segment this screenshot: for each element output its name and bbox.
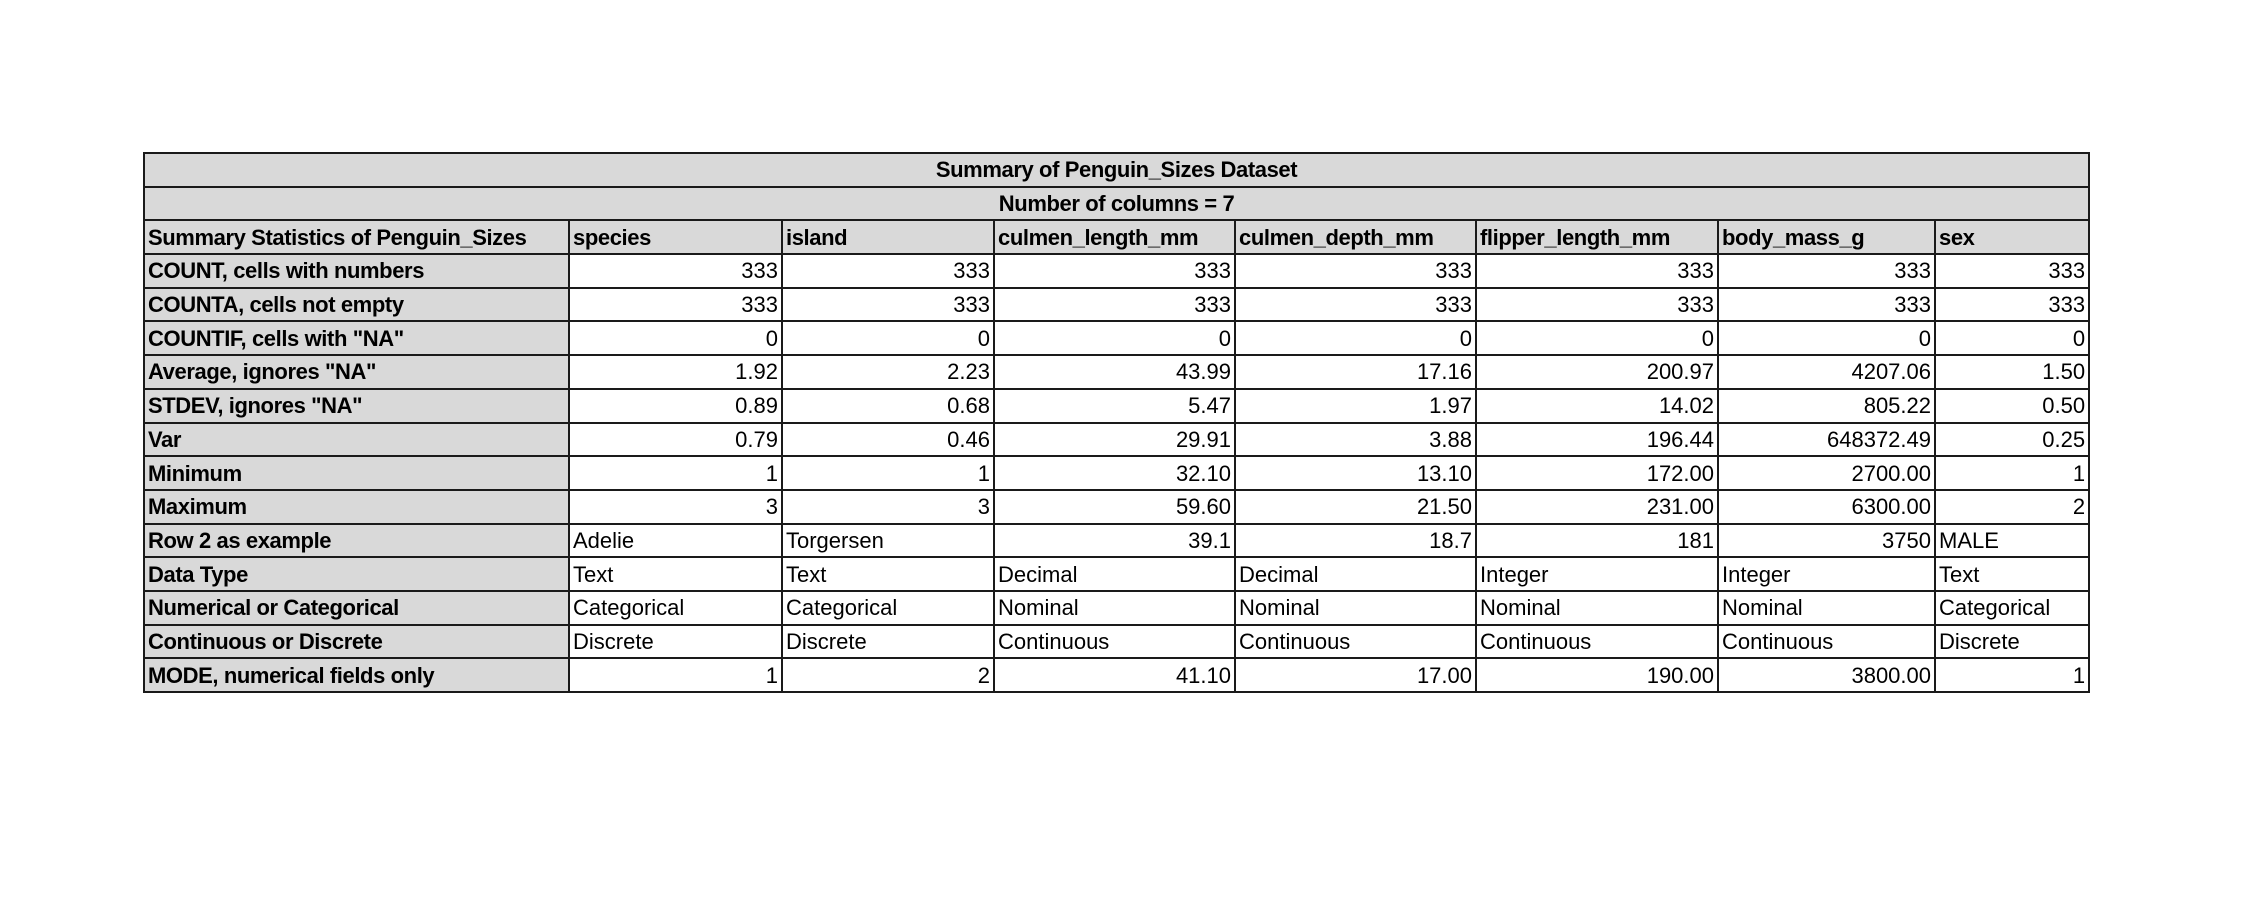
cell-island[interactable]: 0 [782,321,994,355]
column-header-culmen-depth[interactable]: culmen_depth_mm [1235,220,1476,254]
cell-culmen-length[interactable]: Decimal [994,557,1235,591]
row-label[interactable]: Data Type [144,557,569,591]
cell-island[interactable]: 2 [782,658,994,692]
cell-flipper-length[interactable]: Integer [1476,557,1718,591]
row-label[interactable]: Numerical or Categorical [144,591,569,625]
cell-island[interactable]: 1 [782,456,994,490]
row-label[interactable]: COUNTIF, cells with "NA" [144,321,569,355]
cell-sex[interactable]: Text [1935,557,2089,591]
table-row [144,490,2089,524]
cell-island[interactable]: Text [782,557,994,591]
cell-flipper-length[interactable]: 196.44 [1476,423,1718,457]
column-header-culmen-length[interactable]: culmen_length_mm [994,220,1235,254]
cell-species[interactable]: 1.92 [569,355,782,389]
cell-body-mass[interactable]: 0 [1718,321,1935,355]
cell-species[interactable]: 0.89 [569,389,782,423]
table-row [144,355,2089,389]
cell-sex[interactable]: 1 [1935,658,2089,692]
cell-sex[interactable]: 333 [1935,288,2089,322]
cell-body-mass[interactable]: 2700.00 [1718,456,1935,490]
cell-culmen-length[interactable]: 5.47 [994,389,1235,423]
table-subtitle[interactable]: Number of columns = 7 [144,187,2089,221]
cell-culmen-depth[interactable]: 333 [1235,254,1476,288]
column-header-row [144,220,2089,254]
cell-sex[interactable]: 0 [1935,321,2089,355]
row-label[interactable]: Maximum [144,490,569,524]
cell-species[interactable]: 1 [569,456,782,490]
cell-species[interactable]: 0 [569,321,782,355]
cell-island[interactable]: 0.46 [782,423,994,457]
cell-culmen-depth[interactable]: 21.50 [1235,490,1476,524]
penguin-summary-table [143,152,2090,693]
column-header-flipper-length[interactable]: flipper_length_mm [1476,220,1718,254]
table-row [144,389,2089,423]
row-label[interactable]: COUNTA, cells not empty [144,288,569,322]
cell-culmen-depth[interactable]: Decimal [1235,557,1476,591]
cell-culmen-depth[interactable]: 17.00 [1235,658,1476,692]
cell-culmen-length[interactable]: 43.99 [994,355,1235,389]
cell-species[interactable]: 333 [569,288,782,322]
table-row [144,254,2089,288]
cell-species[interactable]: Categorical [569,591,782,625]
cell-species[interactable]: 3 [569,490,782,524]
cell-sex[interactable]: 0.25 [1935,423,2089,457]
cell-species[interactable]: Discrete [569,625,782,659]
cell-culmen-length[interactable]: 0 [994,321,1235,355]
cell-species[interactable]: Text [569,557,782,591]
cell-flipper-length[interactable]: 181 [1476,524,1718,558]
column-header-island[interactable]: island [782,220,994,254]
table-row [144,456,2089,490]
cell-body-mass[interactable]: 648372.49 [1718,423,1935,457]
cell-species[interactable]: 333 [569,254,782,288]
cell-species[interactable]: Adelie [569,524,782,558]
cell-island[interactable]: 3 [782,490,994,524]
row-label[interactable]: COUNT, cells with numbers [144,254,569,288]
cell-body-mass[interactable]: Nominal [1718,591,1935,625]
row-label[interactable]: MODE, numerical fields only [144,658,569,692]
cell-culmen-length[interactable]: 39.1 [994,524,1235,558]
table-title[interactable]: Summary of Penguin_Sizes Dataset [144,153,2089,187]
cell-island[interactable]: 2.23 [782,355,994,389]
cell-body-mass[interactable]: 333 [1718,288,1935,322]
column-header-species[interactable]: species [569,220,782,254]
cell-island[interactable]: 333 [782,254,994,288]
row-label[interactable]: Continuous or Discrete [144,625,569,659]
cell-species[interactable]: 0.79 [569,423,782,457]
table-row [144,557,2089,591]
subtitle-row [144,187,2089,221]
cell-flipper-length[interactable]: 0 [1476,321,1718,355]
cell-culmen-length[interactable]: 333 [994,288,1235,322]
cell-island[interactable]: Categorical [782,591,994,625]
row-label[interactable]: STDEV, ignores "NA" [144,389,569,423]
cell-flipper-length[interactable]: 333 [1476,254,1718,288]
cell-body-mass[interactable]: Continuous [1718,625,1935,659]
column-header-body-mass[interactable]: body_mass_g [1718,220,1935,254]
title-row [144,153,2089,187]
cell-island[interactable]: 333 [782,288,994,322]
cell-species[interactable]: 1 [569,658,782,692]
cell-flipper-length[interactable]: 200.97 [1476,355,1718,389]
cell-flipper-length[interactable]: Continuous [1476,625,1718,659]
cell-culmen-length[interactable]: 32.10 [994,456,1235,490]
cell-culmen-depth[interactable]: Nominal [1235,591,1476,625]
cell-island[interactable]: Torgersen [782,524,994,558]
cell-culmen-length[interactable]: 29.91 [994,423,1235,457]
cell-culmen-depth[interactable]: 18.7 [1235,524,1476,558]
table-row [144,591,2089,625]
cell-culmen-depth[interactable]: 1.97 [1235,389,1476,423]
row-label[interactable]: Var [144,423,569,457]
cell-sex[interactable]: 333 [1935,254,2089,288]
column-header-sex[interactable]: sex [1935,220,2089,254]
cell-sex[interactable]: 0.50 [1935,389,2089,423]
cell-flipper-length[interactable]: Nominal [1476,591,1718,625]
cell-culmen-depth[interactable]: 0 [1235,321,1476,355]
cell-flipper-length[interactable]: 14.02 [1476,389,1718,423]
cell-culmen-length[interactable]: 333 [994,254,1235,288]
cell-culmen-length[interactable]: Continuous [994,625,1235,659]
cell-island[interactable]: 0.68 [782,389,994,423]
row-label[interactable]: Row 2 as example [144,524,569,558]
cell-body-mass[interactable]: 3750 [1718,524,1935,558]
cell-body-mass[interactable]: 6300.00 [1718,490,1935,524]
cell-culmen-depth[interactable]: 17.16 [1235,355,1476,389]
cell-body-mass[interactable]: 3800.00 [1718,658,1935,692]
row-label[interactable]: Average, ignores "NA" [144,355,569,389]
cell-culmen-depth[interactable]: Continuous [1235,625,1476,659]
cell-culmen-length[interactable]: Nominal [994,591,1235,625]
corner-label[interactable]: Summary Statistics of Penguin_Sizes [144,220,569,254]
table-row [144,625,2089,659]
cell-body-mass[interactable]: 333 [1718,254,1935,288]
cell-flipper-length[interactable]: 190.00 [1476,658,1718,692]
cell-island[interactable]: Discrete [782,625,994,659]
table-row [144,658,2089,692]
cell-flipper-length[interactable]: 231.00 [1476,490,1718,524]
cell-sex[interactable]: Discrete [1935,625,2089,659]
cell-sex[interactable]: 2 [1935,490,2089,524]
table-row [144,321,2089,355]
row-label[interactable]: Minimum [144,456,569,490]
cell-culmen-length[interactable]: 41.10 [994,658,1235,692]
cell-body-mass[interactable]: 805.22 [1718,389,1935,423]
cell-culmen-depth[interactable]: 333 [1235,288,1476,322]
table-row [144,423,2089,457]
cell-culmen-depth[interactable]: 3.88 [1235,423,1476,457]
cell-flipper-length[interactable]: 333 [1476,288,1718,322]
cell-sex[interactable]: 1.50 [1935,355,2089,389]
cell-flipper-length[interactable]: 172.00 [1476,456,1718,490]
cell-sex[interactable]: MALE [1935,524,2089,558]
cell-culmen-depth[interactable]: 13.10 [1235,456,1476,490]
table-row [144,524,2089,558]
cell-sex[interactable]: 1 [1935,456,2089,490]
table-row [144,288,2089,322]
cell-culmen-length[interactable]: 59.60 [994,490,1235,524]
cell-sex[interactable]: Categorical [1935,591,2089,625]
cell-body-mass[interactable]: Integer [1718,557,1935,591]
cell-body-mass[interactable]: 4207.06 [1718,355,1935,389]
